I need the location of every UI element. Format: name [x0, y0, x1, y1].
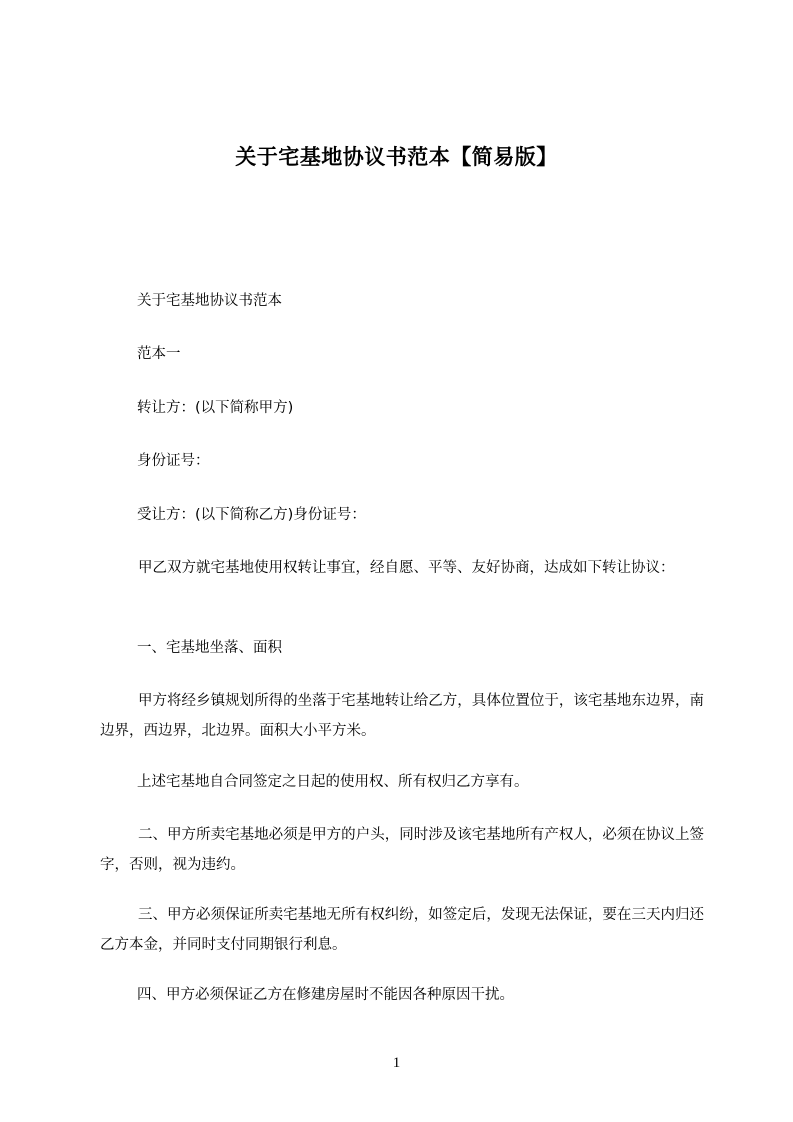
- paragraph-id-number: 身份证号：: [137, 453, 210, 469]
- page-number: 1: [392, 1055, 401, 1071]
- paragraph-clause-two: 二、甲方所卖宅基地必须是甲方的户头，同时涉及该宅基地所有产权人，必须在协议上签字，否则，视为违约。: [100, 827, 704, 873]
- paragraph-version: 范本一: [137, 346, 181, 362]
- paragraph-location-area: 甲方将经乡镇规划所得的坐落于宅基地转让给乙方，具体位置位于，该宅基地东边界，南边界，西边界，北边界。面积大小平方米。: [100, 693, 704, 739]
- paragraph-transferee: 受让方：(以下简称乙方)身份证号：: [137, 507, 366, 523]
- paragraph-clause-three: 三、甲方必须保证所卖宅基地无所有权纠纷，如签定后，发现无法保证，要在三天内归还乙方本金，并同时支付同期银行利息。: [100, 907, 704, 953]
- paragraph-ownership: 上述宅基地自合同签定之日起的使用权、所有权归乙方享有。: [137, 774, 529, 790]
- paragraph-section-one-heading: 一、宅基地坐落、面积: [137, 640, 282, 656]
- paragraph-agreement-intro: 甲乙双方就宅基地使用权转让事宜，经自愿、平等、友好协商，达成如下转让协议：: [138, 560, 675, 576]
- document-title: 关于宅基地协议书范本【简易版】: [235, 145, 558, 169]
- paragraph-transferor: 转让方：(以下简称甲方): [137, 400, 294, 416]
- paragraph-clause-four: 四、甲方必须保证乙方在修建房屋时不能因各种原因干扰。: [137, 987, 514, 1003]
- paragraph-heading: 关于宅基地协议书范本: [137, 293, 282, 309]
